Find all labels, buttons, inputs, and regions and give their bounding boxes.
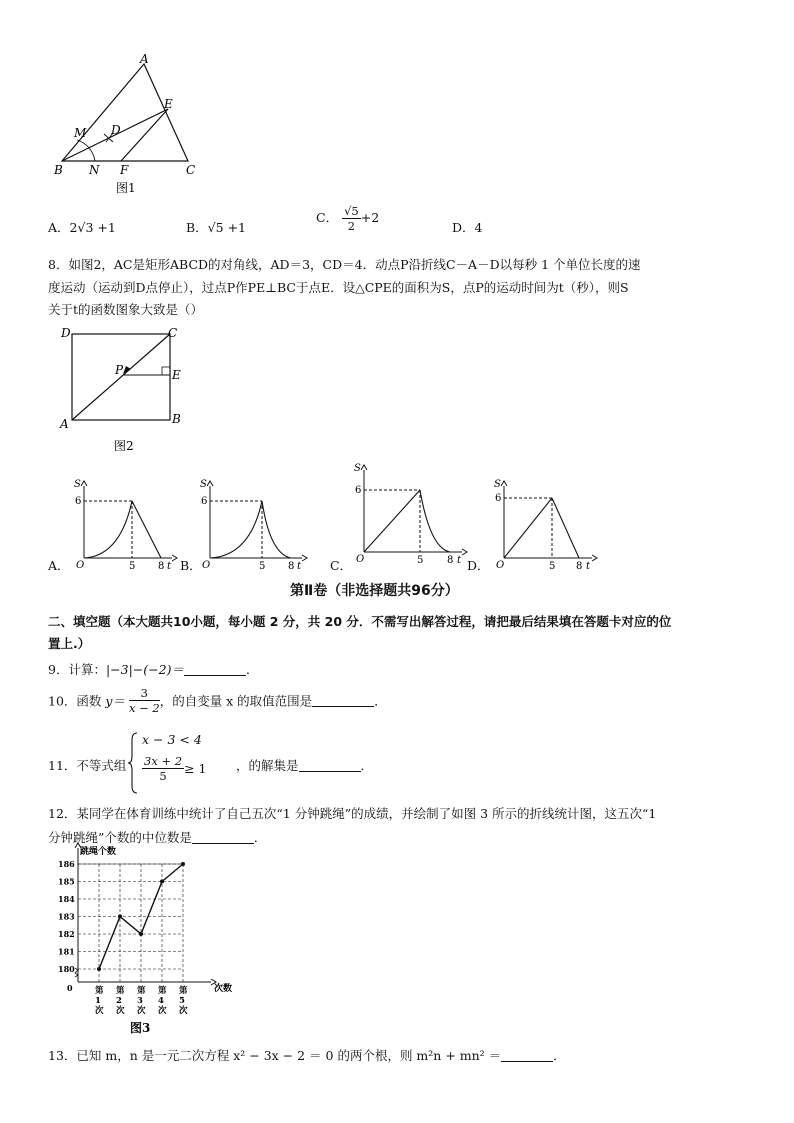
- svg-text:O: O: [76, 560, 85, 571]
- figure-2: [52, 322, 202, 457]
- svg-text:S: S: [354, 463, 361, 474]
- chart-y-arrow: [75, 843, 81, 848]
- svg-text:S: S: [74, 479, 81, 490]
- q8-graph-d: [490, 476, 605, 571]
- figure-2-caption: 图2: [114, 439, 134, 453]
- svg-text:5: 5: [259, 561, 266, 571]
- svg-text:8: 8: [576, 561, 583, 571]
- label-C: C: [186, 163, 196, 177]
- chart-x-tick-label: 3: [137, 996, 143, 1006]
- q8-option-d-label: D．: [467, 558, 490, 573]
- q7-option-b: B．√5 +1: [186, 220, 247, 235]
- q11-answer-blank: [299, 759, 361, 772]
- chart-y-axis-label: 跳绳个数: [80, 847, 117, 857]
- chart-x-tick-label: 次: [116, 1006, 125, 1016]
- label-B: B: [54, 163, 63, 177]
- chart-x-tick-label: 次: [95, 1006, 104, 1016]
- chart-x-axis-label: 次数: [214, 984, 233, 994]
- svg-text:5: 5: [417, 555, 424, 566]
- svg-text:t: t: [586, 561, 591, 571]
- chart-data-point: [139, 932, 143, 936]
- chart-y-tick-label: 186: [58, 859, 75, 869]
- chart-x-tick-label: 次: [137, 1006, 146, 1016]
- svg-text:O: O: [496, 560, 505, 571]
- chart-x-tick-label: 2: [116, 996, 122, 1006]
- q10: 10．函数 y＝ $\frac{3}{x - 2}$ ，的自变量 x 的取值范围是 ．: [48, 686, 387, 715]
- chart-x-tick-label: 5: [179, 996, 185, 1006]
- svg-text:6: 6: [355, 485, 362, 496]
- fig2-label-B: B: [172, 412, 181, 426]
- q7-option-c: C． $\frac{√5}{2}$ +2: [316, 204, 380, 233]
- fig2-label-P: P: [115, 363, 124, 377]
- q8-line-2: 度运动（运动到D点停止），过点P作PE⊥BC于点E．设△CPE的面积为S，点P的运动时间为t（秒），则S: [48, 280, 629, 295]
- label-D: D: [111, 123, 121, 137]
- label-N: N: [89, 163, 100, 177]
- chart-x-tick-label: 第: [95, 986, 104, 996]
- figure-3-caption: 图3: [130, 1021, 151, 1035]
- chart-y-tick-label: 184: [58, 894, 75, 904]
- svg-text:8: 8: [158, 561, 165, 571]
- q8-option-b-label: B．: [180, 558, 202, 573]
- q13: 13．已知 m，n 是一元二次方程 x² − 3x − 2 ＝ 0 的两个根，则 m²n + mn² ＝ ．: [48, 1048, 566, 1063]
- chart-y-tick-label: 185: [58, 876, 75, 887]
- q8-option-c-label: C．: [330, 558, 353, 573]
- label-A: A: [140, 52, 149, 66]
- chart-data-point: [118, 915, 122, 919]
- q7-option-a: A．2√3 +1: [48, 220, 116, 235]
- svg-text:6: 6: [495, 493, 502, 504]
- svg-text:t: t: [167, 561, 172, 571]
- svg-text:S: S: [200, 479, 207, 490]
- label-M: M: [74, 126, 87, 140]
- chart-x-tick-label: 次: [158, 1006, 167, 1016]
- q9: 9．计算：|−3|−(−2)＝ ．: [48, 662, 259, 677]
- q11: 11．不等式组 x − 3 < 4 $\frac{3x + 2}{5}$ ≥ 1 ，的解集是 ．: [48, 730, 448, 796]
- q7-option-d: D．4: [452, 220, 483, 235]
- q12-line-2: 分钟跳绳”个数的中位数是 ．: [48, 830, 267, 845]
- chart-x-tick-label: 次: [179, 1006, 188, 1016]
- chart-data-point: [181, 862, 185, 866]
- figure-1: [40, 50, 220, 200]
- chart-x-tick-label: 1: [95, 996, 101, 1006]
- svg-text:O: O: [202, 560, 211, 571]
- q8-graph-b: [196, 476, 311, 571]
- fig2-label-E: E: [172, 368, 181, 382]
- q8-line-1: 8．如图2，AC是矩形ABCD的对角线，AD＝3，CD＝4．动点P沿折线C－A－D以每秒 1 个单位长度的速: [48, 257, 641, 272]
- q8-graph-c: [350, 460, 475, 570]
- q13-answer-blank: [501, 1049, 553, 1062]
- figure-1-caption: 图1: [116, 181, 136, 195]
- part-2-heading-line-2: 置上.）: [48, 636, 91, 651]
- svg-text:8: 8: [447, 555, 454, 566]
- chart-data-point: [160, 880, 164, 884]
- svg-text:6: 6: [201, 496, 208, 507]
- q8-line-3: 关于t的函数图象大致是（）: [48, 302, 204, 317]
- chart-y-tick-label: 181: [58, 946, 75, 957]
- q9-answer-blank: [184, 663, 246, 676]
- chart-x-tick-label: 4: [158, 996, 164, 1006]
- svg-text:8: 8: [288, 561, 295, 571]
- fig2-label-A: A: [60, 417, 69, 431]
- fig2-label-D: D: [61, 326, 71, 340]
- svg-text:t: t: [297, 561, 302, 571]
- fig2-label-C: C: [168, 326, 178, 340]
- chart-x-tick-label: 第: [158, 986, 167, 996]
- chart-y-tick-label: 180: [58, 964, 75, 974]
- chart-x-tick-label: 第: [116, 986, 125, 996]
- svg-text:6: 6: [75, 496, 82, 507]
- chart-y-tick-label: 183: [58, 911, 75, 922]
- part-2-heading-line-1: 二、填空题（本大题共10小题，每小题 2 分，共 20 分．不需写出解答过程，请把最后结果填在答题卡对应的位: [48, 614, 672, 629]
- label-E: E: [164, 97, 173, 111]
- q11-brace: [128, 732, 138, 794]
- q8-option-a-label: A．: [48, 558, 70, 573]
- chart-data-point: [97, 967, 101, 971]
- figure-3-line-chart: [50, 842, 240, 1042]
- svg-text:t: t: [457, 555, 462, 566]
- svg-text:S: S: [494, 479, 501, 490]
- section-2-title: 第Ⅱ卷（非选择题共96分）: [290, 583, 459, 599]
- chart-x-tick-label: 第: [137, 986, 146, 996]
- label-F: F: [120, 163, 129, 177]
- svg-text:5: 5: [549, 561, 556, 571]
- chart-y-tick-label: 182: [58, 929, 75, 939]
- chart-x-tick-label: 第: [179, 986, 188, 996]
- q10-answer-blank: [312, 694, 374, 707]
- chart-origin-label: 0: [67, 983, 73, 993]
- svg-text:5: 5: [129, 561, 136, 571]
- q8-graph-a: [70, 476, 180, 571]
- q12-line-1: 12．某同学在体育训练中统计了自己五次“1 分钟跳绳”的成绩，并绘制了如图 3 所示的折线统计图，这五次“1: [48, 806, 657, 821]
- svg-text:O: O: [356, 554, 365, 565]
